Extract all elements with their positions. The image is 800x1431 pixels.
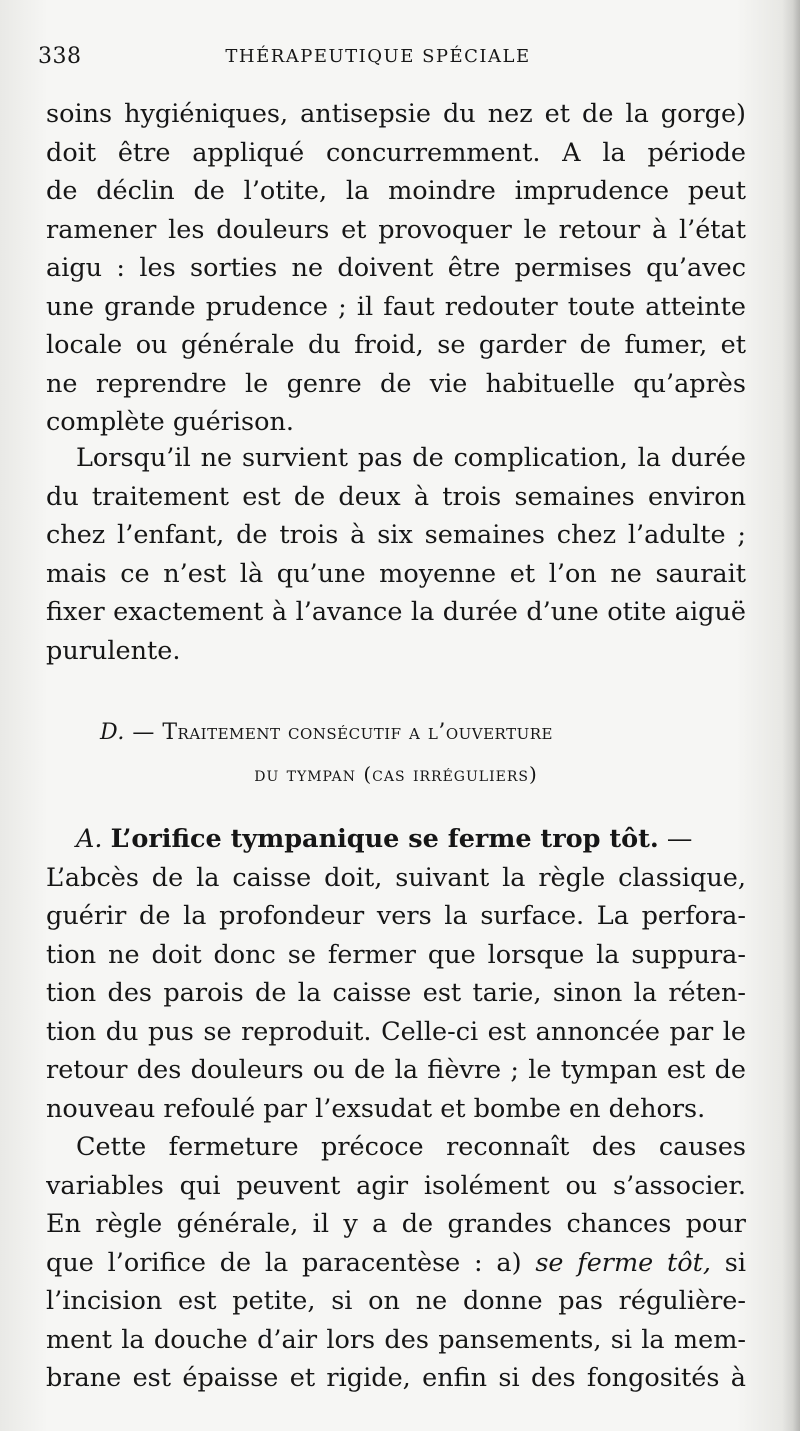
text-line: ramener les douleurs et provoquer le retour à l’état [46, 214, 746, 245]
page-number: 338 [38, 44, 82, 69]
section-title-line2: du tympan (cas irréguliers) [254, 762, 538, 786]
text-line: l’incision est petite, si on ne donne pas régulière- [46, 1286, 746, 1316]
text-line: Lorsqu’il ne survient pas de complication, la durée [76, 443, 746, 473]
text-line: variables qui peuvent agir isolément ou s’associer. [46, 1170, 746, 1201]
paragraph-orifice [46, 820, 746, 1398]
text-line: purulente. [46, 635, 181, 666]
text-line: tion ne doit donc se fermer que lorsque la suppura- [46, 939, 746, 970]
text-line: soins hygiéniques, antisepsie du nez et de la gorge) [46, 99, 746, 129]
text-line: ment la douche d’air lors des pansements, si la mem- [46, 1324, 746, 1355]
text-line: En règle générale, il y a de grandes chances pour [46, 1209, 746, 1239]
text-line: chez l’enfant, de trois à six semaines chez l’adulte ; [46, 520, 746, 550]
text-line: guérir de la profondeur vers la surface. La perfora- [46, 901, 746, 931]
text-line: une grande prudence ; il faut redouter toute atteinte [46, 291, 746, 322]
text-line: retour des douleurs ou de la fièvre ; le tympan est de [46, 1055, 746, 1085]
section-heading [100, 720, 700, 745]
page-binding-shadow [782, 0, 800, 1431]
section-letter: D. [100, 720, 125, 745]
text-segment: si [710, 1247, 746, 1278]
paragraph-hygiene [46, 95, 746, 442]
text-line: brane est épaisse et rigide, enfin si des fongosités à [46, 1363, 746, 1393]
text-line: tion des parois de la caisse est tarie, sinon la réten- [46, 978, 746, 1008]
running-head [38, 44, 738, 74]
italic-phrase: se ferme tôt, [535, 1247, 711, 1278]
text-line-with-italic [46, 1244, 746, 1283]
text-line: mais ce n’est là qu’une moyenne et l’on ne saurait [46, 558, 746, 589]
subsection-heading [46, 820, 746, 859]
subsection-letter: A. [76, 824, 103, 854]
text-line: aigu : les sorties ne doivent être permises qu’avec [46, 253, 746, 283]
text-line: tion du pus se reproduit. Celle-ci est annoncée par le [46, 1016, 746, 1047]
text-line: doit être appliqué concurremment. A la période [46, 137, 746, 168]
text-line: de déclin de l’otite, la moindre imprudence peut [46, 176, 746, 206]
text-line: complète guérison. [46, 407, 294, 437]
text-line: L’abcès de la caisse doit, suivant la règle classique, [46, 862, 746, 893]
text-line: nouveau refoulé par l’exsudat et bombe en dehors. [46, 1093, 706, 1124]
section-dash: — [132, 720, 155, 745]
subsection-dash: — [666, 824, 693, 854]
text-line: locale ou générale du froid, se garder de fumer, et [46, 330, 746, 360]
section-title-line1: Traitement consécutif a l’ouverture [162, 720, 553, 745]
text-line: ne reprendre le genre de vie habituelle qu’après [46, 368, 746, 399]
running-title: THÉRAPEUTIQUE SPÉCIALE [225, 46, 531, 67]
text-line: du traitement est de deux à trois semaines environ [46, 481, 746, 512]
subsection-title: L’orifice tympanique se ferme trop tôt. [110, 824, 659, 854]
text-line: fixer exactement à l’avance la durée d’une otite aiguë [46, 597, 746, 627]
text-segment: que l’orifice de la paracentèse : a) [46, 1247, 536, 1278]
paragraph-duration [46, 439, 746, 670]
text-line: Cette fermeture précoce reconnaît des causes [76, 1132, 746, 1162]
